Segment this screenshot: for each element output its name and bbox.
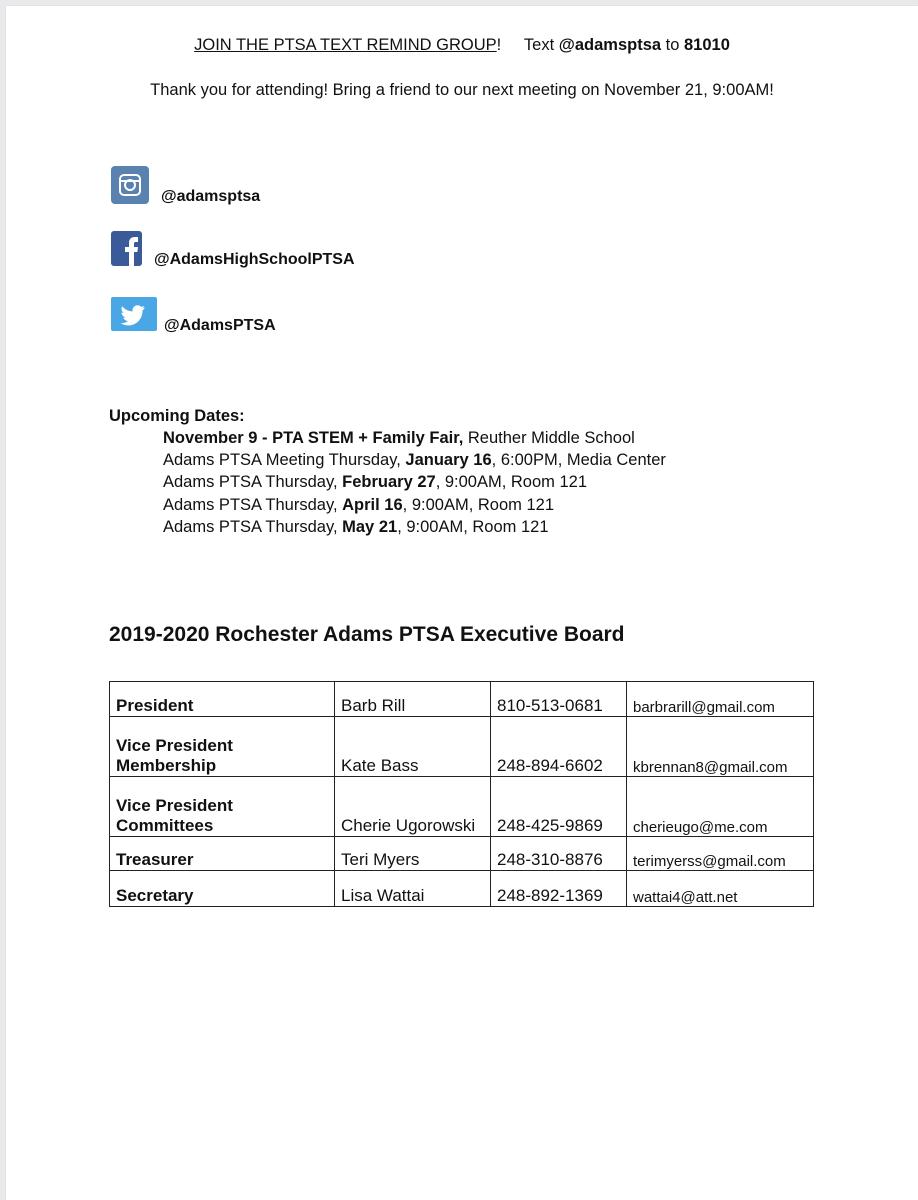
date-bold: April 16 [342,496,403,514]
twitter-icon[interactable] [111,297,157,331]
remind-number: 81010 [684,36,730,54]
to-word: to [665,36,680,54]
role-label-sub: Committees [116,816,214,835]
remind-exclaim: ! [496,36,502,54]
name-cell: Lisa Wattai [335,871,491,907]
name-cell: Barb Rill [335,682,491,717]
phone-cell: 248-310-8876 [491,837,627,871]
date-bold: February 27 [342,473,436,491]
twitter-handle[interactable]: @AdamsPTSA [164,317,276,334]
remind-group-link[interactable]: JOIN THE PTSA TEXT REMIND GROUP [194,36,497,54]
phone-cell: 248-425-9869 [491,777,627,837]
date-line [163,451,666,470]
remind-handle: @adamsptsa [558,36,662,54]
instagram-icon[interactable] [111,166,149,204]
name-cell: Cherie Ugorowski [335,777,491,837]
role-label: President [116,696,194,715]
role-cell [110,837,335,871]
role-label: Vice President [116,736,233,755]
date-bold: November 9 - PTA STEM + Family Fair, [163,429,464,447]
table-row [110,871,814,907]
email-cell[interactable]: kbrennan8@gmail.com [627,717,814,777]
email-cell[interactable]: wattai4@att.net [627,871,814,907]
table-row [110,717,814,777]
date-bold: January 16 [405,451,492,469]
table-row [110,777,814,837]
remind-header [6,36,918,55]
upcoming-dates-title: Upcoming Dates: [109,407,245,425]
document-page [6,6,918,1200]
date-rest: , 6:00PM, Media Center [491,451,666,469]
email-cell[interactable]: cherieugo@me.com [627,777,814,837]
phone-cell: 248-892-1369 [491,871,627,907]
thanks-message: Thank you for attending! Bring a friend to our next meeting on November 21, 9:00AM! [150,81,774,99]
date-line [163,518,549,537]
date-bold: May 21 [342,518,398,536]
table-row [110,837,814,871]
date-line [163,429,635,448]
role-label-sub: Membership [116,756,217,775]
date-line [163,496,554,515]
phone-cell: 810-513-0681 [491,682,627,717]
role-label: Vice President [116,796,233,815]
facebook-icon[interactable] [111,231,142,266]
date-pre: Adams PTSA Meeting Thursday, [163,451,406,469]
name-cell: Kate Bass [335,717,491,777]
date-rest: , 9:00AM, Room 121 [435,473,588,491]
phone-cell: 248-894-6602 [491,717,627,777]
role-cell [110,777,335,837]
facebook-handle[interactable]: @AdamsHighSchoolPTSA [154,251,355,268]
board-title: 2019-2020 Rochester Adams PTSA Executive Board [109,623,625,646]
date-pre: Adams PTSA Thursday, [163,496,343,514]
role-cell [110,717,335,777]
instagram-handle[interactable]: @adamsptsa [161,188,261,205]
date-rest: , 9:00AM, Room 121 [397,518,549,536]
role-label: Secretary [116,886,194,905]
role-cell [110,871,335,907]
date-rest: , 9:00AM, Room 121 [402,496,554,514]
role-label: Treasurer [116,850,194,869]
table-row [110,682,814,717]
date-pre: Adams PTSA Thursday, [163,518,343,536]
email-cell[interactable]: barbrarill@gmail.com [627,682,814,717]
role-cell [110,682,335,717]
date-rest: Reuther Middle School [463,429,635,447]
board-table [109,681,814,907]
name-cell: Teri Myers [335,837,491,871]
text-word: Text [523,36,555,54]
email-cell[interactable]: terimyerss@gmail.com [627,837,814,871]
date-pre: Adams PTSA Thursday, [163,473,343,491]
date-line [163,473,587,492]
